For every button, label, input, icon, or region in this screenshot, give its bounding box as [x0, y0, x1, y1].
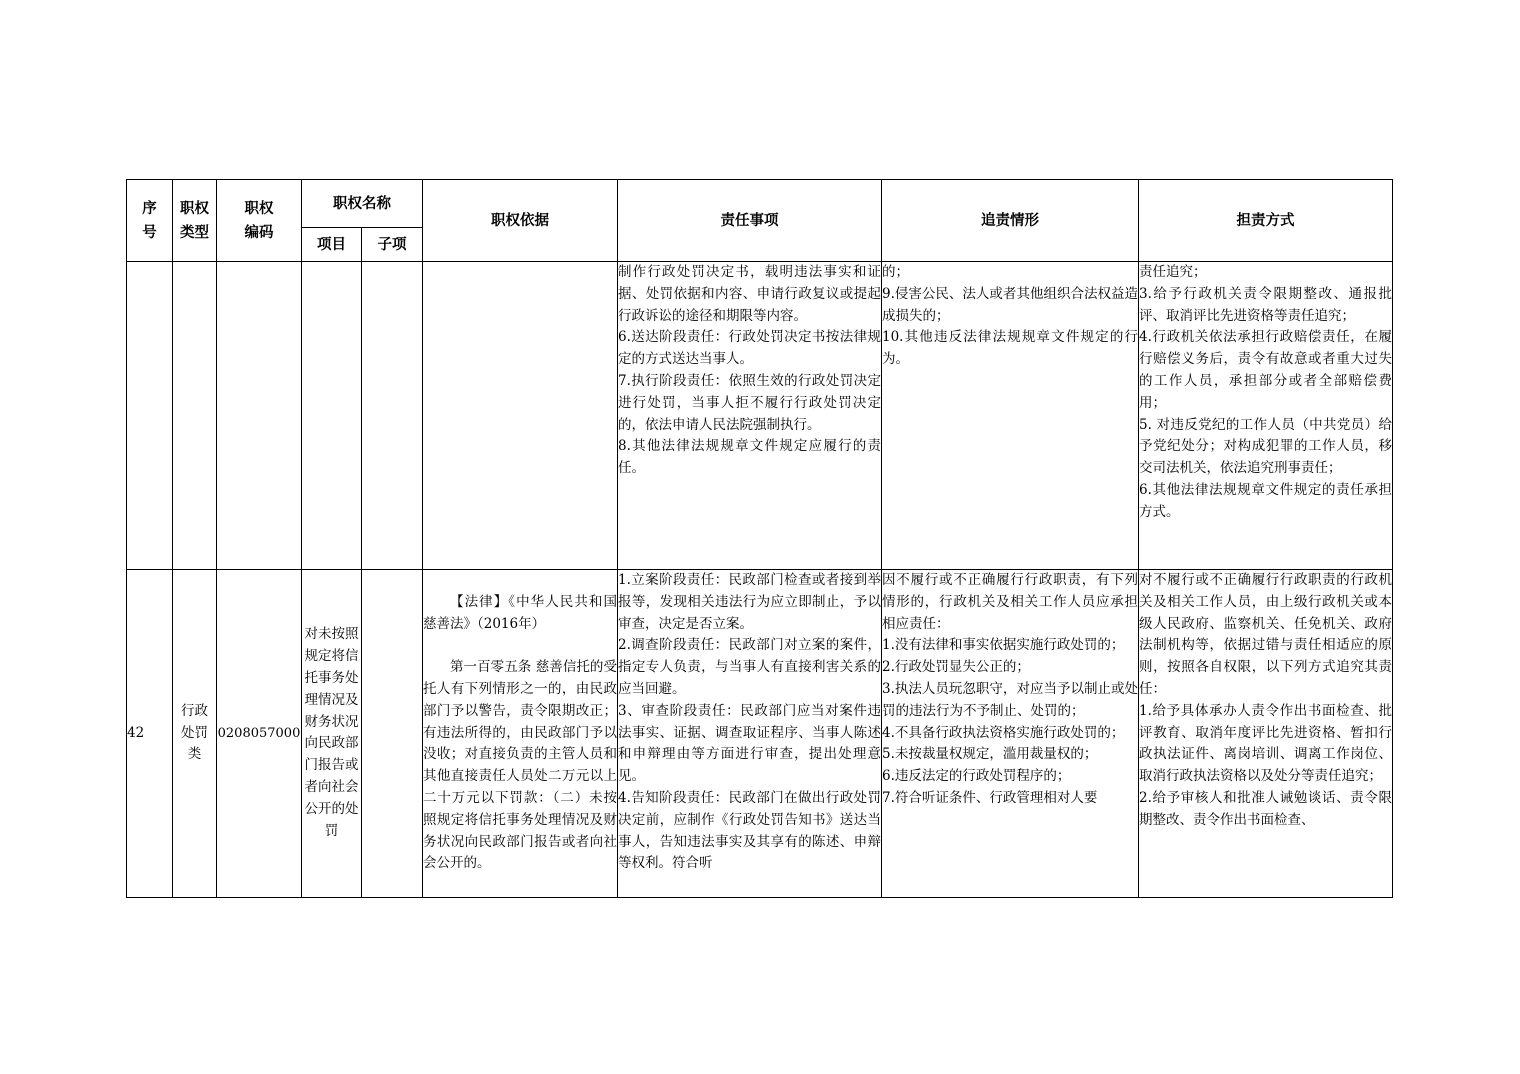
- header-code: 职权 编码: [217, 180, 302, 262]
- header-type: 职权 类型: [173, 180, 217, 262]
- row-project: 对未按照规定将信托事务处理情况及财务状况向民政部门报告或者向社会公开的处罚: [302, 570, 362, 898]
- row-seq: 42: [127, 570, 173, 898]
- power-responsibility-table: [126, 179, 1393, 898]
- row-responsibility: 1.立案阶段责任：民政部门检查或者接到举报等，发现相关违法行为应立即制止，予以审查，决定是否立案。 2.调查阶段责任：民政部门对立案的案件，指定专人负责，与当事人有直接利害关系的应当回避。 3、审查阶段责任：民政部门应当对案件违法事实、证据、调查取证程序、当事人陈述和申辩理由等方面进行审查，提出处理意见。 4.告知阶段责任：民政部门在做出行政处罚决定前，应制作《行政处罚告知书》送达当事人，告知违法事实及其享有的陈述、申辩等权利。符合听: [618, 570, 882, 898]
- header-subitem: 子项: [362, 228, 423, 262]
- header-responsibility: 责任事项: [618, 180, 882, 262]
- header-accountability: 追责情形: [882, 180, 1139, 262]
- row-accountability: 因不履行或不正确履行行政职责，有下列情形的，行政机关及相关工作人员应承担相应责任： 1.没有法律和事实依据实施行政处罚的； 2.行政处罚显失公正的； 3.执法人员玩忽职守，对应当予以制止或处罚的违法行为不予制止、处罚的； 4.不具备行政执法资格实施行政处罚的； 5.未按裁量权规定，滥用裁量权的； 6.违反法定的行政处罚程序的； 7.符合听证条件、行政管理相对人要: [882, 570, 1139, 898]
- row-type: 行政 处罚 类: [173, 570, 217, 898]
- row-responsibility: 制作行政处罚决定书，载明违法事实和证据、处罚依据和内容、申请行政复议或提起行政诉讼的途径和期限等内容。 6.送达阶段责任：行政处罚决定书按法律规定的方式送达当事人。 7.执行阶段责任：依照生效的行政处罚决定进行处罚，当事人拒不履行行政处罚决定的，依法申请人民法院强制执行。 8.其他法律法规规章文件规定应履行的责任。: [618, 262, 882, 570]
- row-code: [217, 262, 302, 570]
- basis-article: 第一百零五条 慈善信托的受托人有下列情形之一的，由民政部门予以警告，责令限期改正；有违法所得的，由民政部门予以没收；对直接负责的主管人员和其他直接责任人员处二万元以上二十万元以下罚款：（二）未按照规定将信托事务处理情况及财务状况向民政部门报告或者向社会公开的。: [423, 659, 617, 872]
- row-type: [173, 262, 217, 570]
- row-seq: [127, 262, 173, 570]
- header-project: 项目: [302, 228, 362, 262]
- row-accountability: 的； 9.侵害公民、法人或者其他组织合法权益造成损失的； 10.其他违反法律法规规章文件规定的行为。: [882, 262, 1139, 570]
- row-method: 责任追究； 3.给予行政机关责令限期整改、通报批评、取消评比先进资格等责任追究； 4.行政机关依法承担行政赔偿责任，在履行赔偿义务后，责令有故意或者重大过失的工作人员，承担部分或者全部赔偿费用； 5. 对违反党纪的工作人员（中共党员）给予党纪处分；对构成犯罪的工作人员，移交司法机关，依法追究刑事责任； 6.其他法律法规规章文件规定的责任承担方式。: [1139, 262, 1393, 570]
- row-basis: [423, 262, 618, 570]
- table-row: [127, 262, 1393, 570]
- row-project: [302, 262, 362, 570]
- header-name: 职权名称: [302, 180, 423, 228]
- table-row: [127, 570, 1393, 898]
- header-basis: 职权依据: [423, 180, 618, 262]
- header-seq: 序 号: [127, 180, 173, 262]
- row-basis: [423, 570, 618, 898]
- row-subitem: [362, 262, 423, 570]
- row-subitem: [362, 570, 423, 898]
- row-method: 对不履行或不正确履行行政职责的行政机关及相关工作人员，由上级行政机关或本级人民政府、监察机关、任免机关、政府法制机构等，依据过错与责任相适应的原则，按照各自权限，以下列方式追究其责任： 1.给予具体承办人责令作出书面检查、批评教育、取消年度评比先进资格、暂扣行政执法证件、离岗培训、调离工作岗位、取消行政执法资格以及处分等责任追究； 2.给予审核人和批准人诫勉谈话、责令限期整改、责令作出书面检查、: [1139, 570, 1393, 898]
- row-code: 0208057000: [217, 570, 302, 898]
- header-method: 担责方式: [1139, 180, 1393, 262]
- basis-law: 【法律】《中华人民共和国慈善法》（2016年）: [423, 593, 617, 632]
